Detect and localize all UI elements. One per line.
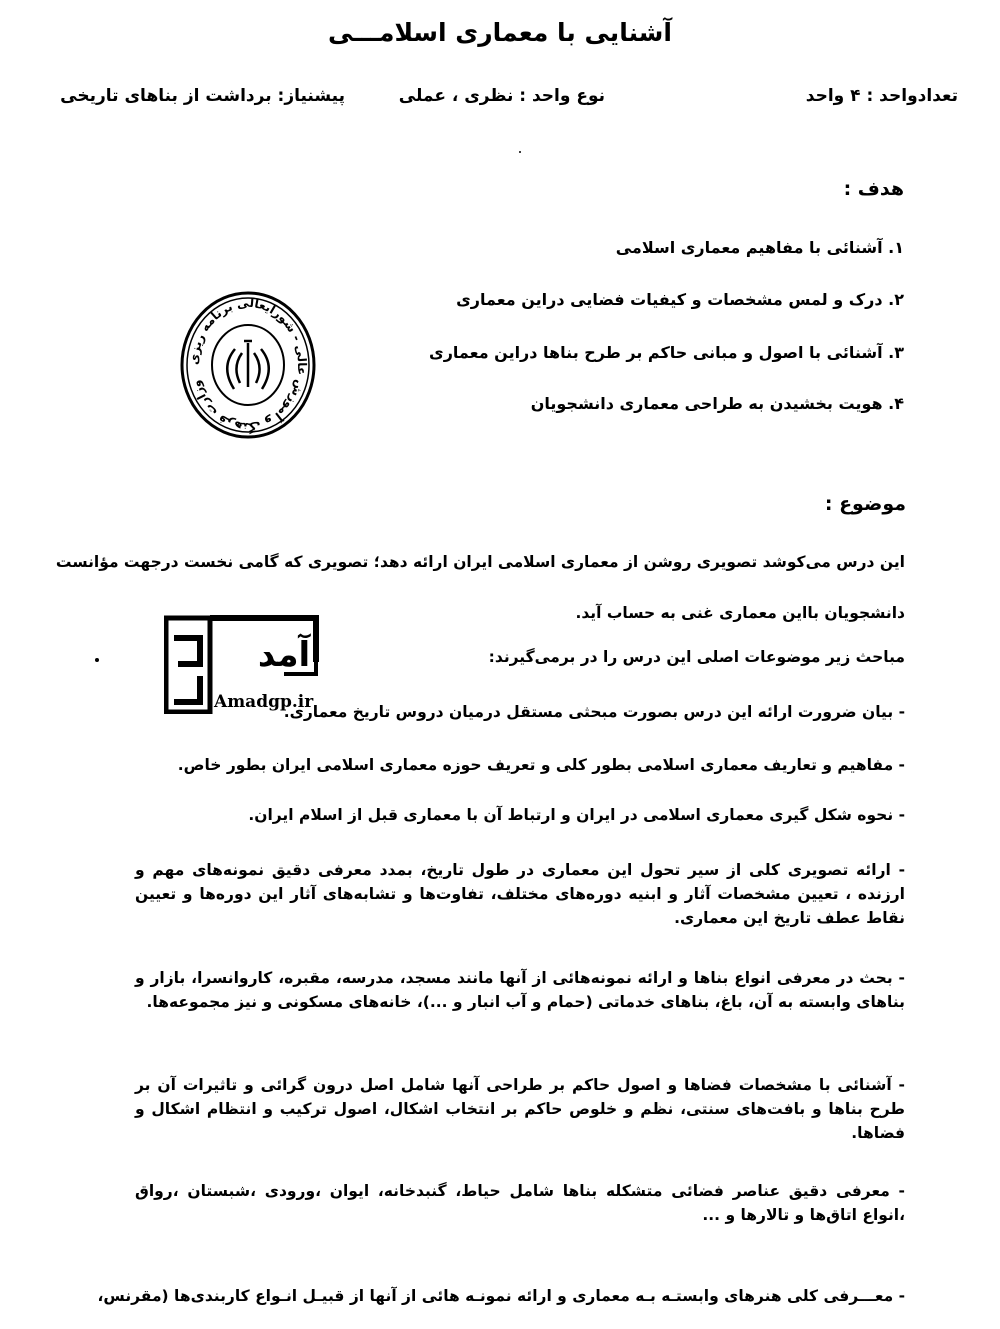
prerequisite: پیشنیاز: برداشت از بناهای تاریخی <box>60 86 345 106</box>
goals-heading: هدف : <box>843 178 904 200</box>
topic-intro-line: این درس می‌کوشد تصویری روشن از معماری اسلامی ایران ارائه دهد؛ تصویری که گامی نخست درجهت مؤانست <box>55 553 905 571</box>
topic-bullet: - ارائه تصویری کلی از سیر تحول این معماری در طول تاریخ، بمدد معرفی دقیق نمونه‌های مهم و ارزنده ، تعیین مشخصات آثار و ابنیه دوره‌های مختلف، تفاوت‌ها و تشابه‌های آثار این دوره‌ها و تعیین نقاط عطف تاریخ این معماری. <box>135 861 905 927</box>
units-count: تعدادواحد : ۴ واحد <box>805 86 958 106</box>
goal-item: ۴. هویت بخشیدن به طراحی معماری دانشجویان <box>530 394 904 413</box>
topic-bullet: - معـــرفی کلی هنرهای وابستـه بـه معماری و ارائه نمونـه هائی از آنها از قبیـل انـواع کاربندی‌ها (مقرنس، <box>97 1287 905 1305</box>
goal-item: ۲. درک و لمس مشخصات و کیفیات فضایی دراین معماری <box>456 290 904 309</box>
topic-bullet: - بحث در معرفی انواع بناها و ارائه نمونه‌هائی از آنها مانند مسجد، مدرسه، مقبره، کاروانسرا، بازار و بناهای وابسته به آن، باغ، بناهای خدماتی (حمام و آب انبار و ...)، خانه‌های مسکونی و نیز مجموعه‌ها. <box>135 969 905 1011</box>
seal-text: وزارت فرهنگ و آموزش عالی - شورایعالی برنامه ریزی <box>186 295 310 435</box>
topic-bullet: - نحوه شکل گیری معماری اسلامی در ایران و ارتباط آن با معماری قبل از اسلام ایران. <box>248 806 905 824</box>
subjects-intro: مباحث زیر موضوعات اصلی این درس را در برمی‌گیرند: <box>488 648 905 666</box>
topic-bullet: - معرفی دقیق عناصر فضائی متشکله بناها شامل حیاط، گنبدخانه، ایوان ،ورودی ،شبستان ،رواق ،انواع اتاق‌ها و تالارها و ... <box>135 1182 905 1224</box>
topic-bullet: - بیان ضرورت ارائه این درس بصورت مبحثی مستقل درمیان دروس تاریخ معماری. <box>283 703 905 721</box>
unit-type: نوع واحد : نظری ، عملی <box>398 86 605 106</box>
stray-dot <box>519 151 521 153</box>
seal-emblem-icon <box>178 290 318 440</box>
stray-dot <box>95 658 99 662</box>
goal-item: ۳. آشنائی با اصول و مبانی حاکم بر طرح بناها دراین معماری <box>429 343 904 362</box>
goal-item: ۱. آشنائی با مفاهیم معماری اسلامی <box>615 238 904 257</box>
topic-bullet: - مفاهیم و تعاریف معماری اسلامی بطور کلی و تعریف حوزه معماری اسلامی ایران بطور خاص. <box>177 756 905 774</box>
logo-site: Amadgp.ir <box>214 692 314 712</box>
topic-intro-line: دانشجویان بااین معماری غنی به حساب آید. <box>575 604 905 622</box>
ministry-seal <box>178 290 318 440</box>
page-title: آشنایی با معماری اسلامـــی <box>328 18 672 47</box>
topic-heading: موضوع : <box>824 493 906 515</box>
logo-wordmark: آمد <box>257 635 311 675</box>
topic-bullet: - آشنائی با مشخصات فضاها و اصول حاکم بر طراحی آنها شامل اصل درون گرائی و تاثیرات آن بر طرح بناها و بافت‌های سنتی، نظم و خلوص حاکم بر انتخاب اشکال، اصول ترکیب و انتظام اشکال و فضاها. <box>135 1076 905 1142</box>
